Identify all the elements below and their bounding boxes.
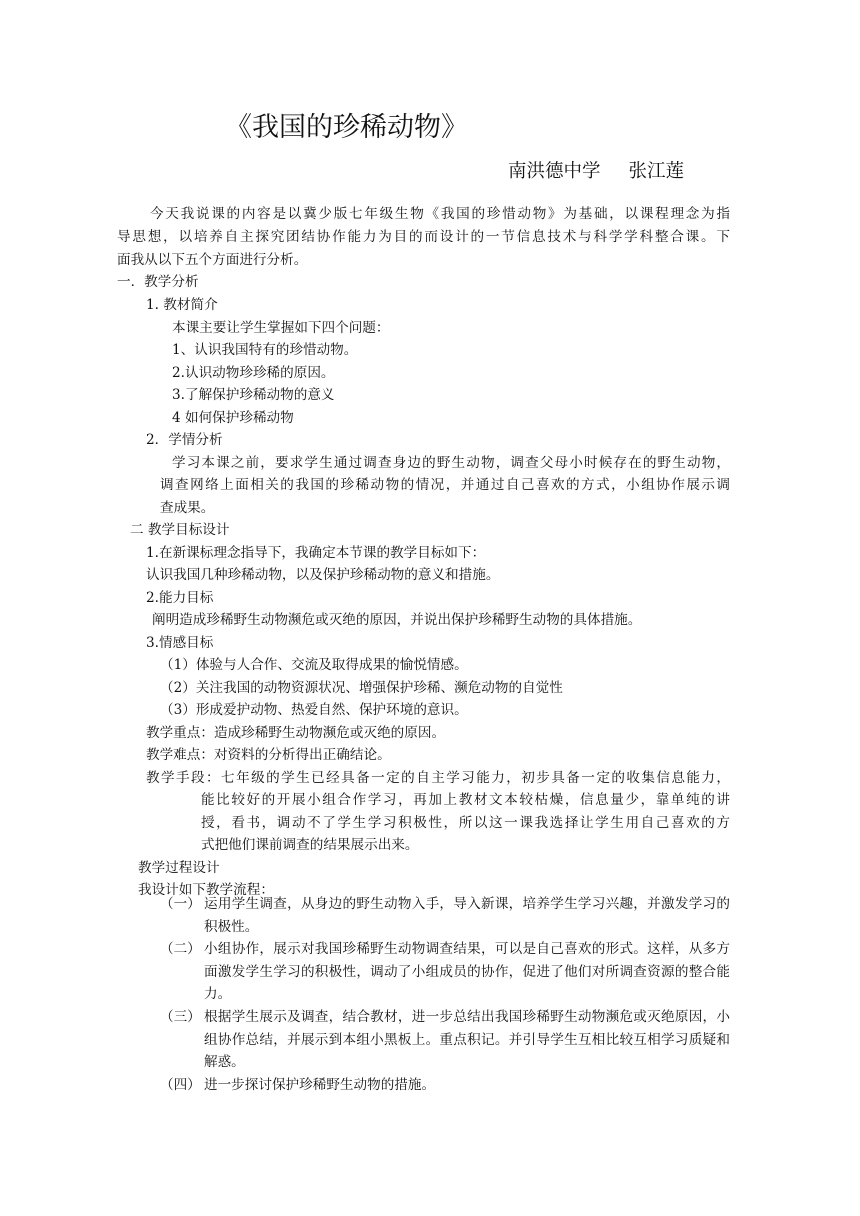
subsection-heading: 2．学情分析 [146, 432, 223, 448]
subsection-heading: 1.在新课标理念指导下，我确定本节课的教学目标如下： [146, 545, 486, 561]
list-item: 2.认识动物珍珍稀的原因。 [172, 365, 335, 381]
paragraph-line: 查成果。 [160, 500, 215, 516]
step-number: （二） [160, 941, 201, 957]
process-step [160, 1006, 730, 1074]
intro-line: 导思想，以培养自主探究团结协作能力为目的而设计的一节信息技术与科学学科整合课。下 [117, 229, 730, 245]
process-step [160, 893, 730, 939]
paragraph-line: 教学重点：造成珍稀野生动物濒危或灭绝的原因。 [146, 725, 446, 741]
step-text: 根据学生展示及调查，结合教材，进一步总结出我国珍稀野生动物濒危或灭绝原因，小组协作总结，并展示到本组小黑板上。重点积记。并引导学生互相比较互相学习质疑和解惑。 [204, 1009, 730, 1070]
paragraph-line: 阐明造成珍稀野生动物濒危或灭绝的原因，并说出保护珍稀野生动物的具体措施。 [152, 612, 642, 628]
section-heading: 一．教学分析 [117, 274, 199, 290]
paragraph-line: 教学手段：七年级的学生已经具备一定的自主学习能力，初步具备一定的收集信息能力， [146, 770, 730, 786]
paragraph-line: 式把他们课前调查的结果展示出来。 [201, 837, 419, 853]
list-item: 3.了解保护珍稀动物的意义 [172, 387, 335, 403]
step-text: 进一步探讨保护珍稀野生动物的措施。 [204, 1077, 436, 1093]
paragraph-line: 教学难点：对资料的分析得出正确结论。 [146, 747, 391, 763]
paragraph-line: 授，看书，调动不了学生学习积极性，所以这一课我选择让学生用自己喜欢的方 [201, 815, 730, 831]
paragraph-line: 本课主要让学生掌握如下四个问题： [172, 320, 390, 336]
paragraph-line: 认识我国几种珍稀动物，以及保护珍稀动物的意义和措施。 [146, 567, 500, 583]
intro-line: 面我从以下五个方面进行分析。 [117, 252, 308, 268]
list-item: 1、认识我国特有的珍惜动物。 [172, 342, 358, 358]
document-title: 《我国的珍稀动物》 [225, 112, 468, 143]
list-item: 4 如何保护珍稀动物 [172, 410, 294, 426]
author-school: 南洪德中学 [508, 161, 601, 182]
intro-line: 今天我说课的内容是以冀少版七年级生物《我国的珍惜动物》为基础，以课程理念为指 [150, 206, 730, 222]
step-number: （四） [160, 1077, 201, 1093]
paragraph-line: 调查网络上面相关的我国的珍稀动物的情况，并通过自己喜欢的方式，小组协作展示调 [160, 477, 730, 493]
list-item: （3）形成爱护动物、热爱自然、保护环境的意识。 [160, 702, 468, 718]
author-name: 张江莲 [628, 161, 685, 182]
step-number: （一） [160, 896, 201, 912]
author-line [508, 158, 684, 186]
step-text: 小组协作，展示对我国珍稀野生动物调查结果，可以是自己喜欢的形式。这样，从多方面激发学生学习的积极性，调动了小组成员的协作，促进了他们对所调查资源的整合能力。 [204, 941, 730, 1002]
paragraph-line: 学习本课之前，要求学生通过调查身边的野生动物，调查父母小时候存在的野生动物， [172, 455, 730, 471]
paragraph-line: 能比较好的开展小组合作学习，再加上教材文本较枯燥，信息量少，靠单纯的讲 [201, 792, 730, 808]
subsection-heading: 1. 教材简介 [146, 297, 218, 313]
subsection-heading: 3.情感目标 [146, 635, 214, 651]
subsection-heading: 2.能力目标 [146, 590, 214, 606]
paragraph-line: 我设计如下教学流程： [138, 882, 274, 898]
step-text: 运用学生调查，从身边的野生动物入手，导入新课，培养学生学习兴趣，并激发学习的积极性。 [204, 896, 730, 935]
step-number: （三） [160, 1009, 201, 1025]
section-heading: 教学过程设计 [138, 860, 220, 876]
process-step [160, 938, 730, 1006]
process-step [160, 1074, 730, 1097]
list-item: （1）体验与人合作、交流及取得成果的愉悦情感。 [160, 657, 468, 673]
section-heading: 二 教学目标设计 [130, 522, 230, 538]
list-item: （2）关注我国的动物资源状况、增强保护珍稀、濒危动物的自觉性 [160, 680, 563, 696]
